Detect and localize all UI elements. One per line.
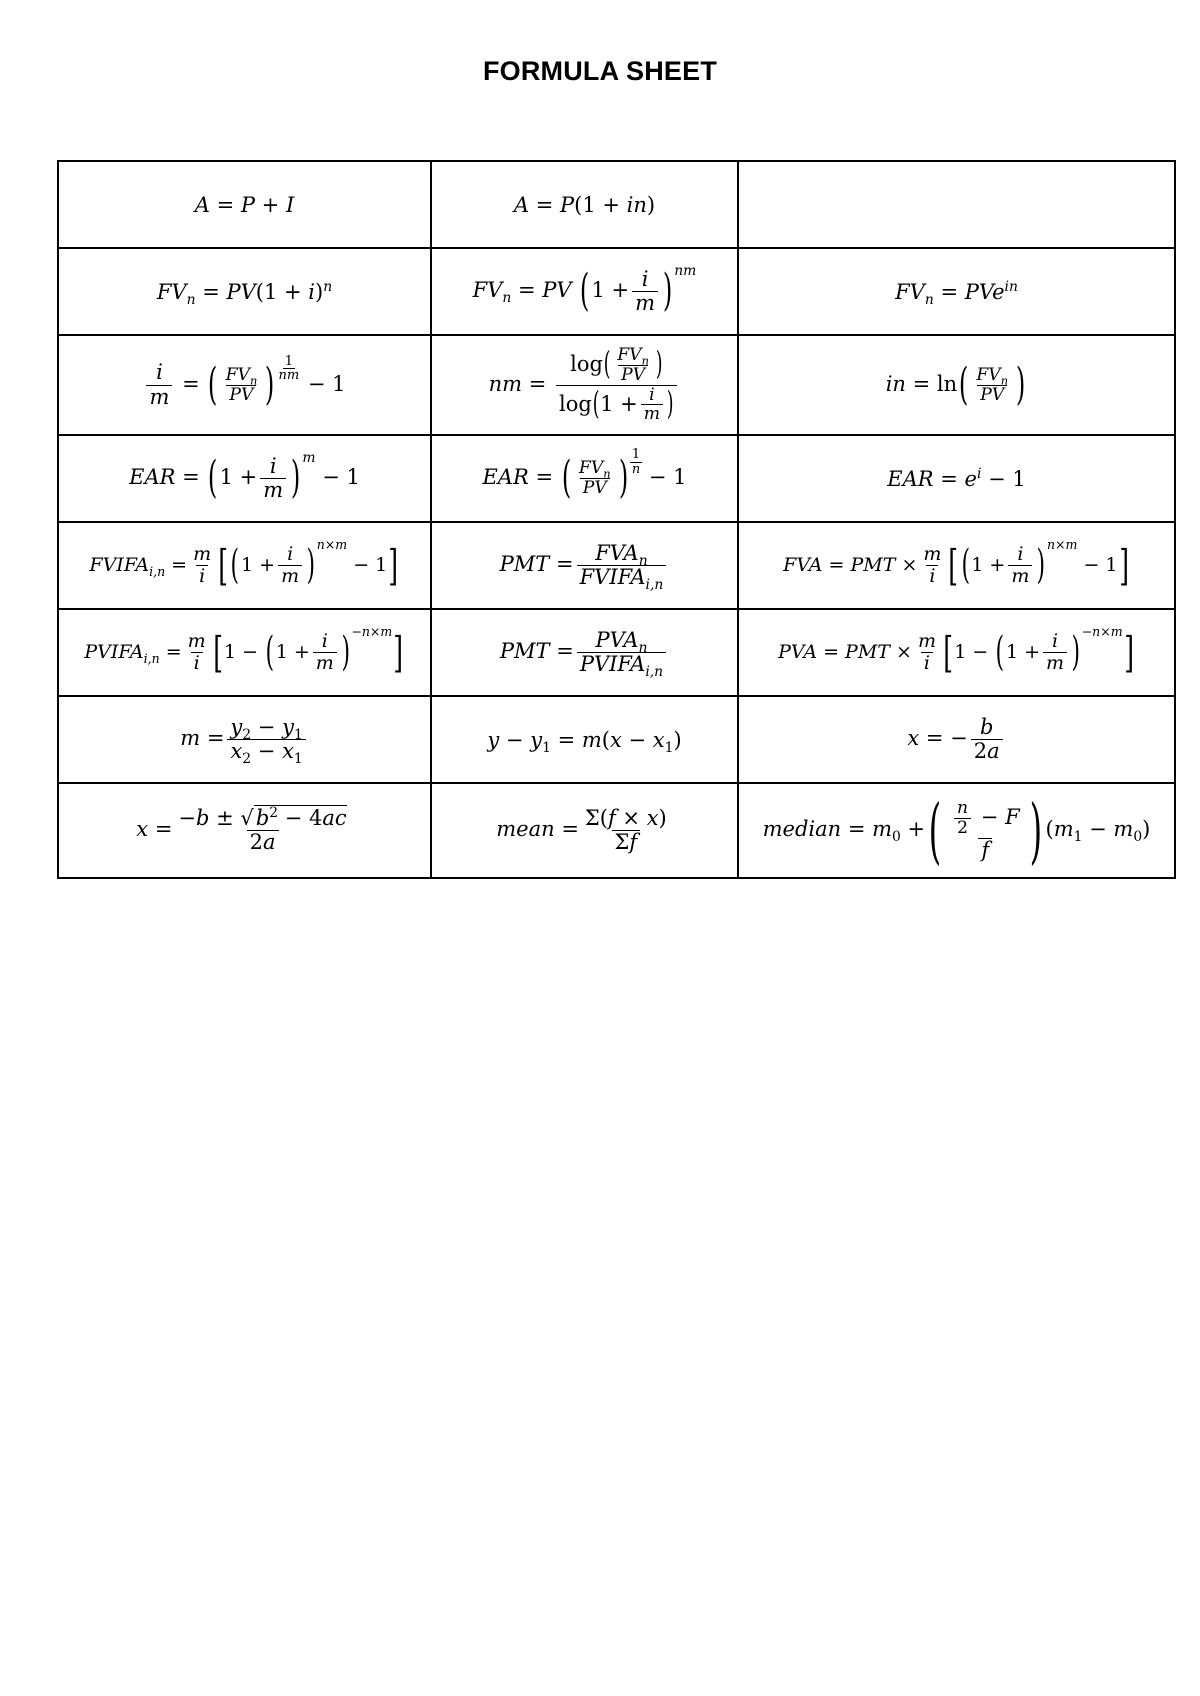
formula-table — [57, 160, 1176, 879]
formula-cell — [431, 435, 738, 522]
formula-cell — [738, 609, 1175, 696]
table-row — [58, 609, 1175, 696]
formula-periodic-rate: $\frac{i}{m}$ = ( $FV_n$ PV ) $\frac{1}{nm}$ − 1 — [143, 372, 345, 396]
formula-fvifa: $FVIFA_{i,n}$ = $\frac{m}{i}$ [(1 + $\frac{i}{m}$ ) n×m − 1] — [89, 537, 399, 590]
formula-cell — [738, 335, 1175, 435]
formula-mean: mean = $\frac{\Sigma(f \times x)}{\Sigma f}$ — [496, 805, 667, 854]
formula-continuous-rate: in = ln( $FV_n$ PV ) — [885, 358, 1026, 410]
formula-cell — [431, 335, 738, 435]
formula-cell — [431, 609, 738, 696]
table-row — [58, 435, 1175, 522]
formula-cell — [58, 609, 431, 696]
formula-simple-amount: A = P + I — [194, 192, 295, 217]
formula-slope: m = $\frac{y_2 - y_1}{x_2 - x_1}$ — [180, 726, 309, 750]
formula-cell — [431, 248, 738, 335]
formula-number-of-periods: nm = log( $FV_n$ PV ) log(1 + $\frac{i}{m}$ ) — [489, 372, 681, 396]
formula-pmt-future: PMT = $FVA_n$ $FVIFA_{i,n}$ — [500, 552, 670, 576]
formula-compound-periodic: $FV_n$ = PV (1 + $\frac{i}{m}$ ) nm — [472, 263, 697, 317]
formula-compound-annual: $FV_n = PV(1 + i)^n$ — [156, 278, 333, 308]
formula-simple-interest-amount: A = P(1 + in) — [513, 192, 656, 217]
formula-cell — [738, 435, 1175, 522]
formula-median: median = $m_0$ +( $\frac{n}{2}$ − F f ) $(m_1 - m_0)$ — [762, 788, 1151, 872]
formula-vertex-x: x = − $\frac{b}{2a}$ — [907, 726, 1005, 750]
formula-ear-periodic: EAR = (1 + $\frac{i}{m}$ ) m − 1 — [129, 450, 360, 504]
formula-cell — [738, 248, 1175, 335]
formula-cell — [58, 696, 431, 783]
formula-cell — [738, 522, 1175, 609]
formula-cell — [58, 161, 431, 248]
formula-cell — [431, 696, 738, 783]
table-row — [58, 248, 1175, 335]
formula-pva: PVA = PMT × $\frac{m}{i}$ [1 − (1 + $\frac{i}{m}$ ) −n×m] — [778, 624, 1134, 677]
formula-cell — [431, 783, 738, 878]
formula-cell — [58, 248, 431, 335]
formula-cell — [738, 696, 1175, 783]
page-title: FORMULA SHEET — [482, 56, 718, 86]
empty-cell — [738, 161, 1175, 248]
formula-ear-future-value: EAR = ( $FV_n$ PV ) $\frac{1}{n}$ − 1 — [482, 447, 687, 504]
formula-cell — [58, 522, 431, 609]
table-row — [58, 161, 1175, 248]
formula-ear-continuous: EAR = $e^i - 1$ — [887, 465, 1026, 491]
formula-fva: FVA = PMT × $\frac{m}{i}$ [(1 + $\frac{i}{m}$ ) n×m − 1] — [783, 537, 1129, 590]
formula-cell — [58, 335, 431, 435]
formula-cell — [738, 783, 1175, 878]
table-row — [58, 335, 1175, 435]
formula-point-slope: $y - y_1 = m(x - x_1)$ — [487, 727, 682, 756]
table-row — [58, 696, 1175, 783]
formula-cell — [58, 435, 431, 522]
table-row — [58, 783, 1175, 878]
table-row — [58, 522, 1175, 609]
formula-cell — [431, 522, 738, 609]
formula-pvifa: $PVIFA_{i,n}$ = $\frac{m}{i}$ [1 − (1 + $\frac{i}{m}$ ) −n×m] — [84, 624, 404, 677]
formula-cell — [431, 161, 738, 248]
formula-continuous-compound: $FV_n = PVe^{in}$ — [895, 278, 1018, 308]
formula-quadratic: x = $\frac{-b \pm √b^2 - 4ac}{2a}$ — [136, 804, 347, 854]
formula-cell — [58, 783, 431, 878]
formula-pmt-present: PMT = $PVA_n$ $PVIFA_{i,n}$ — [500, 639, 669, 663]
